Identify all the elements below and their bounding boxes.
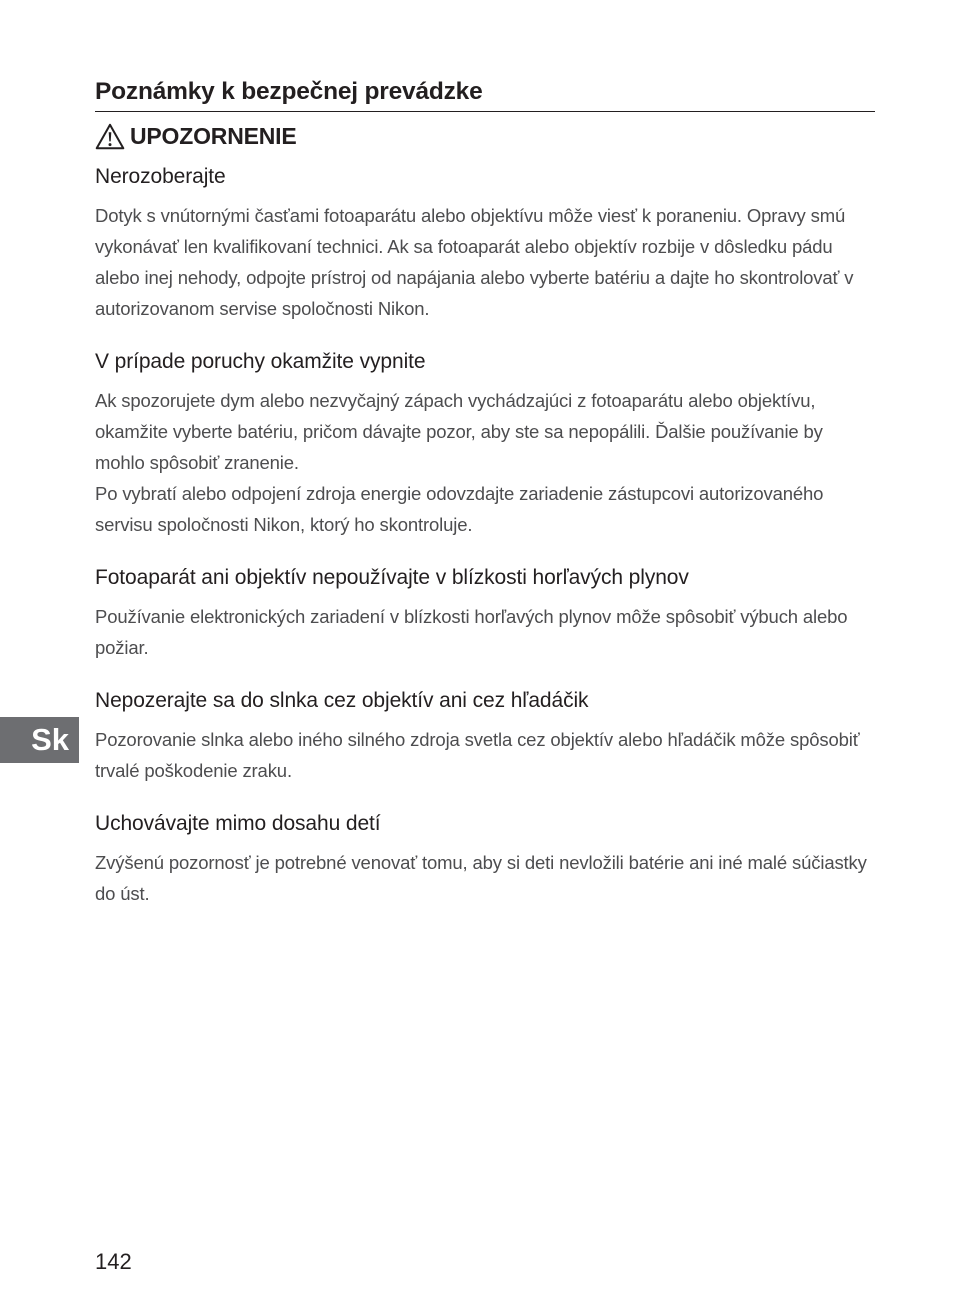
page-number: 142 — [95, 1249, 132, 1274]
section-paragraph: Pozorovanie slnka alebo iného silného zdroja svetla cez objektív alebo hľadáčik môže spôsobiť trvalé poškodenie zraku. — [95, 729, 860, 781]
section-paragraph: Po vybratí alebo odpojení zdroja energie odovzdajte zariadenie zástupcovi autorizovaného servisu spoločnosti Nikon, ktorý ho skontroluje. — [95, 483, 824, 535]
section-paragraph: Zvýšenú pozornosť je potrebné venovať tomu, aby si deti nevložili batérie ani iné malé súčiastky do úst. — [95, 852, 867, 904]
safety-sections — [95, 161, 875, 909]
section-body — [95, 601, 875, 663]
section-paragraph: Ak spozorujete dym alebo nezvyčajný zápach vychádzajúci z fotoaparátu alebo objektívu, okamžite vyberte batériu, pričom dávajte pozor, aby ste sa nepopálili. Ďalšie používanie by mohlo spôsobiť zranenie. — [95, 390, 823, 473]
section-children — [95, 808, 875, 909]
section-heading: Nerozoberajte — [95, 165, 226, 188]
section-body — [95, 200, 875, 324]
section-body — [95, 385, 875, 540]
section-body — [95, 847, 875, 909]
section-flammable-gas — [95, 562, 875, 663]
warning-triangle-icon — [95, 123, 125, 150]
warning-label: UPOZORNENIE — [130, 122, 297, 149]
section-heading: Uchovávajte mimo dosahu detí — [95, 812, 381, 835]
section-heading: Nepozerajte sa do slnka cez objektív ani cez hľadáčik — [95, 689, 589, 712]
section-paragraph: Dotyk s vnútornými časťami fotoaparátu alebo objektívu môže viesť k poraneniu. Opravy smú vykonávať len kvalifikovaní technici. Ak sa fotoaparát alebo objektív rozbije v dôsledku pádu alebo inej nehody, odpojte prístroj od napájania alebo vyberte batériu a dajte ho skontrolovať v autorizovanom servise spoločnosti Nikon. — [95, 205, 854, 319]
section-heading: V prípade poruchy okamžite vypnite — [95, 350, 426, 373]
section-paragraph: Používanie elektronických zariadení v blízkosti horľavých plynov môže spôsobiť výbuch alebo požiar. — [95, 606, 848, 658]
section-sun-viewing — [95, 685, 875, 786]
section-body — [95, 724, 875, 786]
section-disassembly — [95, 161, 875, 324]
title-divider — [95, 111, 875, 112]
section-heading: Fotoaparát ani objektív nepoužívajte v blízkosti horľavých plynov — [95, 566, 689, 589]
page-title: Poznámky k bezpečnej prevádzke — [95, 78, 483, 105]
section-malfunction — [95, 346, 875, 540]
language-tab: Sk — [0, 717, 79, 763]
warning-heading — [95, 118, 296, 154]
